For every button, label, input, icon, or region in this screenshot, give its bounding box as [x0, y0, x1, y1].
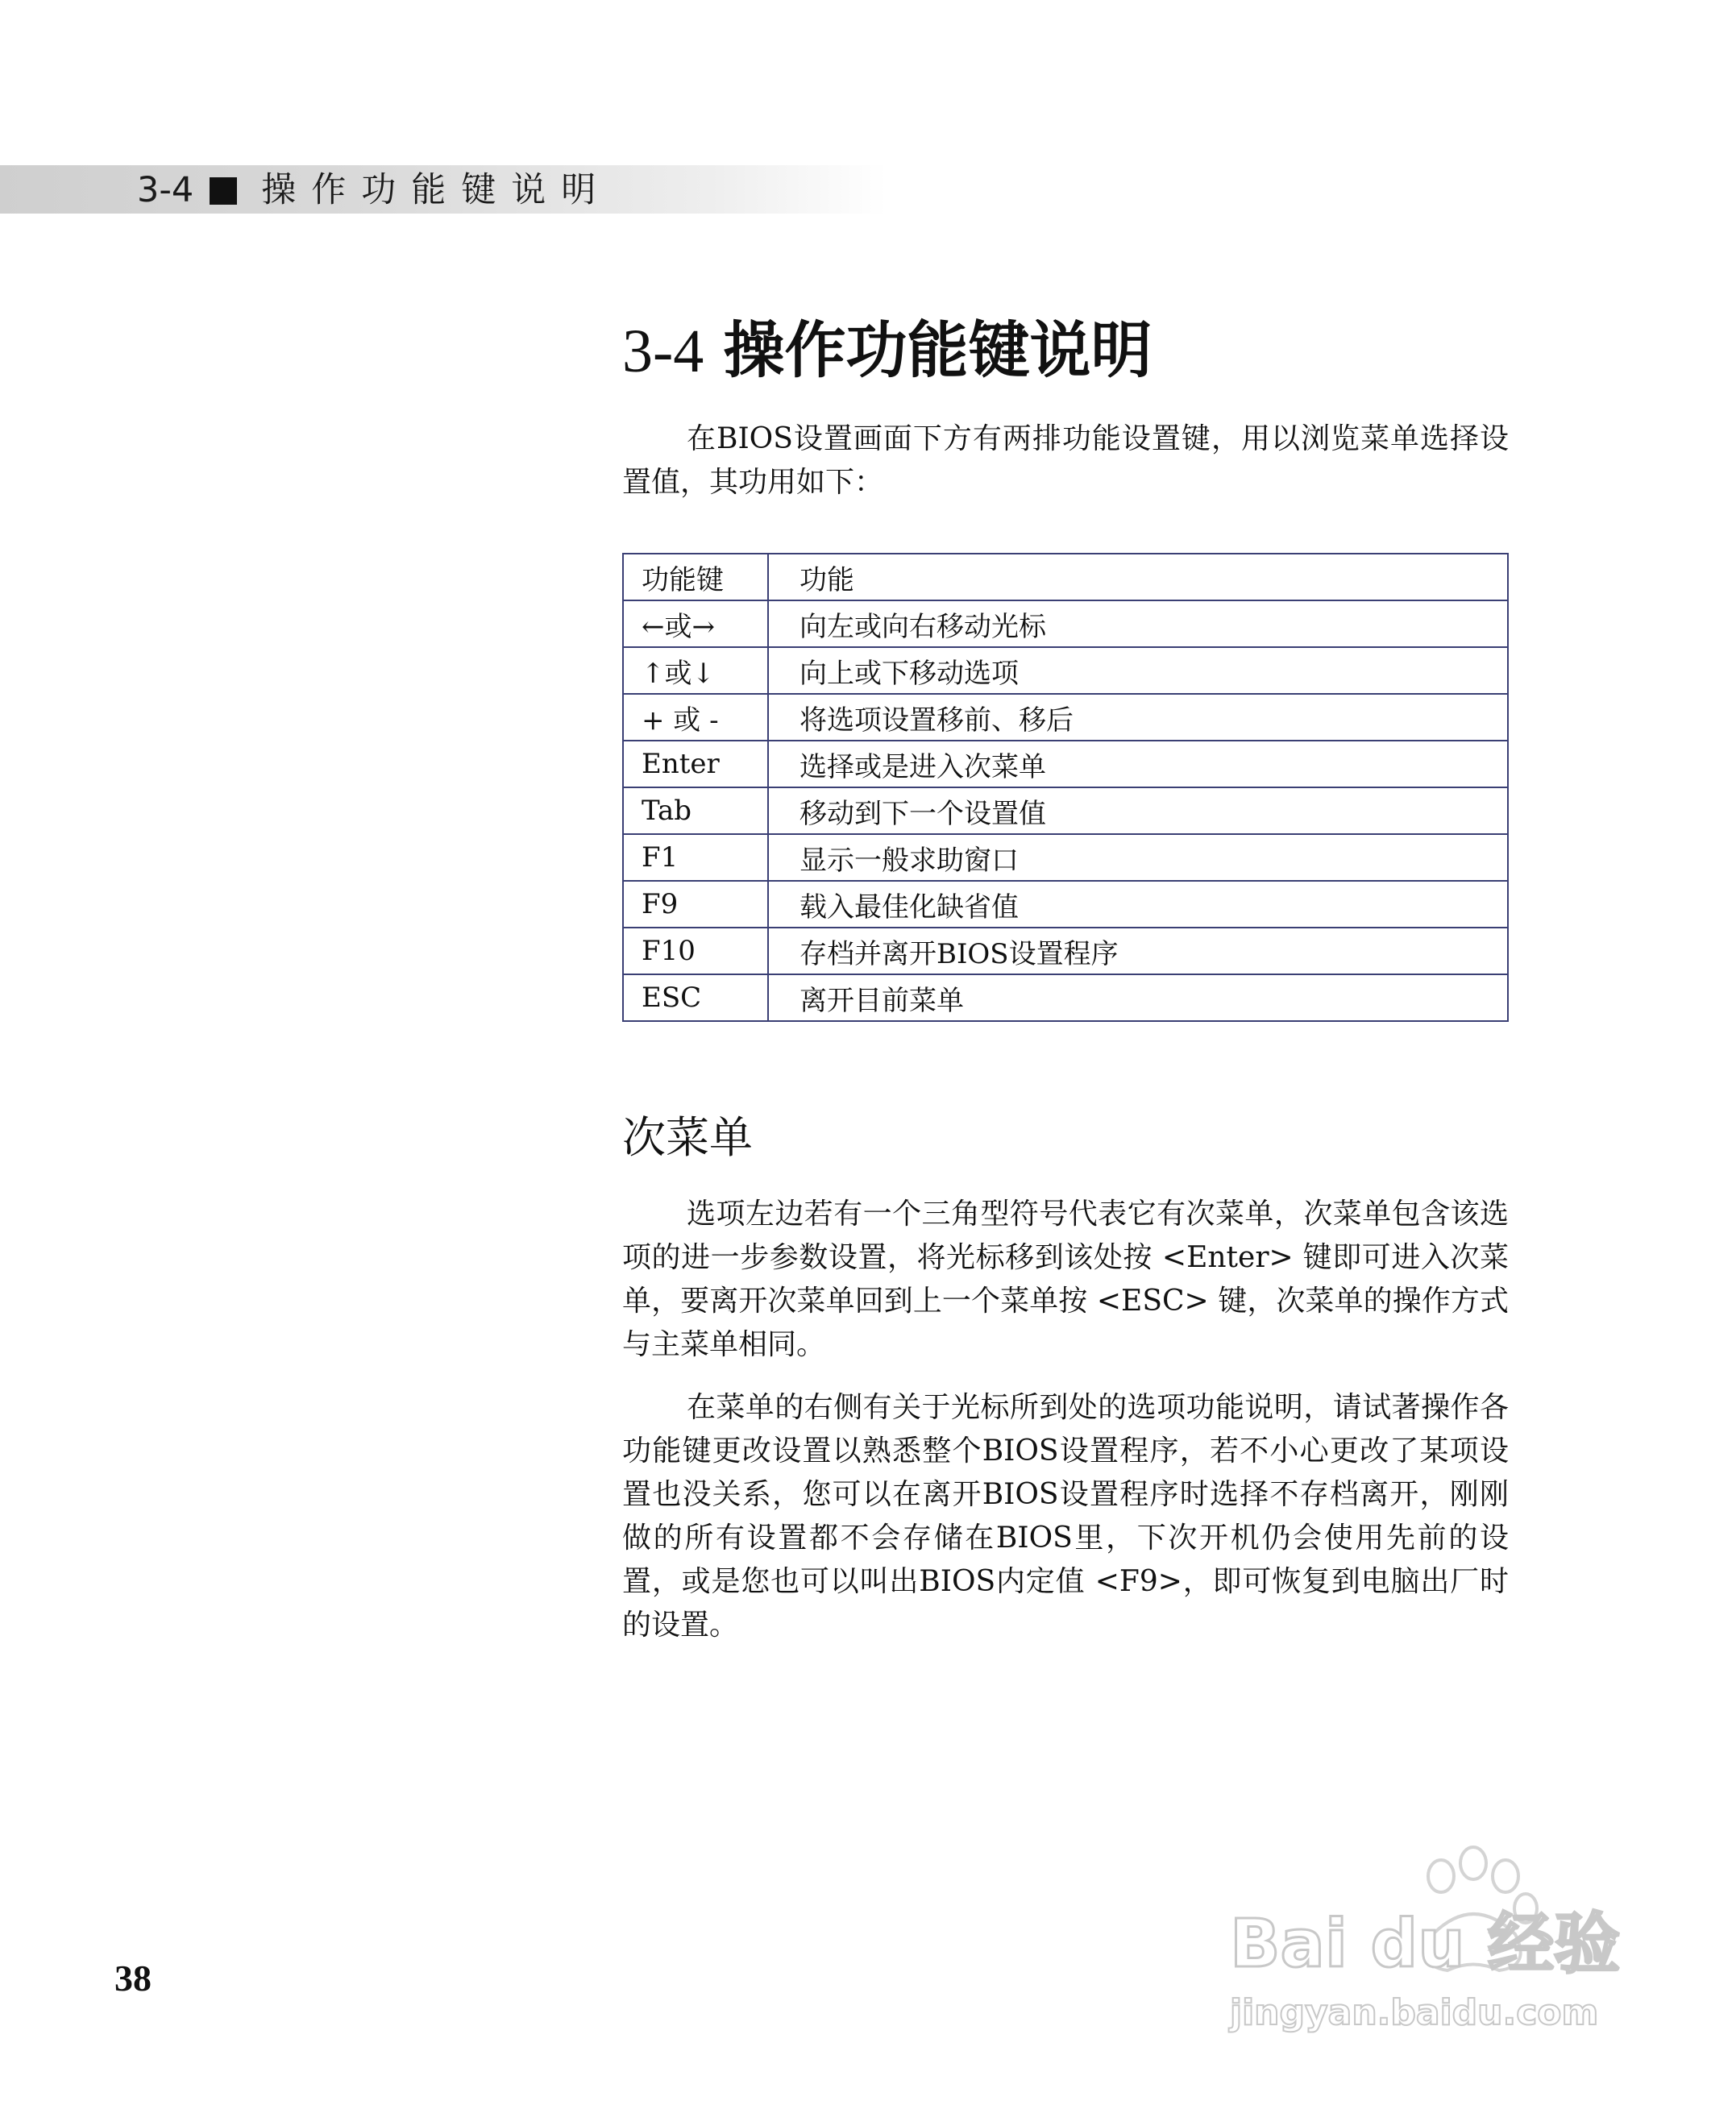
function-cell: 向上或下移动选项	[768, 647, 1508, 694]
function-cell: 将选项设置移前、移后	[768, 694, 1508, 741]
function-cell: 向左或向右移动光标	[768, 600, 1508, 647]
table-row	[623, 834, 1508, 881]
table-header-row	[623, 554, 1508, 600]
page-number: 38	[114, 1958, 152, 1999]
baidu-jingyan-watermark	[1225, 1837, 1644, 2039]
key-cell: Tab	[623, 787, 768, 834]
section-header-title: 操作功能键说明	[261, 170, 612, 210]
table-row	[623, 741, 1508, 787]
section-header-number: 3-4	[137, 170, 194, 210]
table-row	[623, 974, 1508, 1021]
key-cell: ESC	[623, 974, 768, 1021]
table-row	[623, 647, 1508, 694]
function-key-table	[622, 553, 1509, 1022]
submenu-paragraph-2: 在菜单的右侧有关于光标所到处的选项功能说明，请试著操作各功能键更改设置以熟悉整个BIOS设置程序，若不小心更改了某项设置也没关系，您可以在离开BIOS设置程序时选择不存档离开，刚刚做的所有设置都不会存储在BIOS里，下次开机仍会使用先前的设置，或是您也可以叫出BIOS内定值 <F9>，即可恢复到电脑出厂时的设置。	[622, 1391, 1509, 1642]
page-title-text: 操作功能键说明	[723, 314, 1152, 386]
table-row	[623, 694, 1508, 741]
key-cell: ←或→	[623, 600, 768, 647]
submenu-heading: 次菜单	[622, 1112, 753, 1163]
page-title	[622, 306, 1152, 396]
table-row	[623, 928, 1508, 974]
function-cell: 离开目前菜单	[768, 974, 1508, 1021]
table-row	[623, 881, 1508, 928]
table-row	[623, 787, 1508, 834]
function-cell: 移动到下一个设置值	[768, 787, 1508, 834]
key-cell: F9	[623, 881, 768, 928]
function-cell: 选择或是进入次菜单	[768, 741, 1508, 787]
table-row	[623, 600, 1508, 647]
function-cell: 显示一般求助窗口	[768, 834, 1508, 881]
watermark-brand-text: Bai du 经验	[1230, 1906, 1621, 1983]
key-cell: F1	[623, 834, 768, 881]
table-header-key: 功能键	[623, 554, 768, 600]
watermark-url-text: jingyan.baidu.com	[1230, 1992, 1599, 2033]
black-square-icon	[210, 177, 237, 205]
key-cell: F10	[623, 928, 768, 974]
key-cell: Enter	[623, 741, 768, 787]
function-cell: 载入最佳化缺省值	[768, 881, 1508, 928]
intro-paragraph: 在BIOS设置画面下方有两排功能设置键，用以浏览菜单选择设置值，其功用如下：	[622, 422, 1509, 499]
table-header-function: 功能	[768, 554, 1508, 600]
key-cell: ↑或↓	[623, 647, 768, 694]
submenu-paragraph-1: 选项左边若有一个三角型符号代表它有次菜单，次菜单包含该选项的进一步参数设置，将光标移到该处按 <Enter> 键即可进入次菜单，要离开次菜单回到上一个菜单按 <ESC> 键，次菜单的操作方式与主菜单相同。	[622, 1198, 1509, 1361]
function-cell: 存档并离开BIOS设置程序	[768, 928, 1508, 974]
section-header	[137, 166, 611, 214]
page-title-number: 3-4	[622, 318, 704, 385]
key-cell: + 或 -	[623, 694, 768, 741]
